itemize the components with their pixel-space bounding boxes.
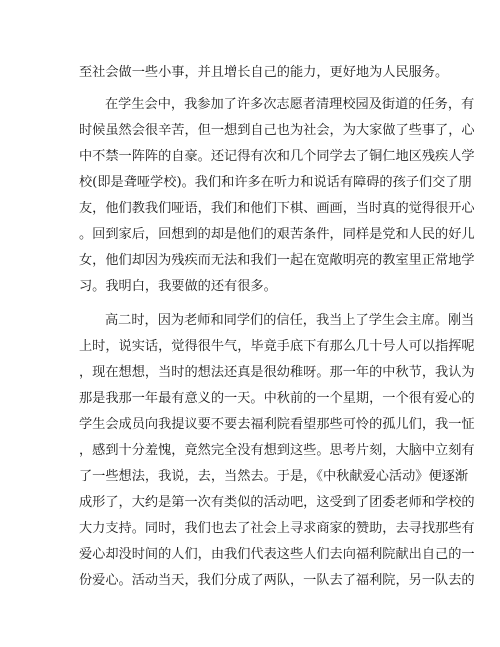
text-line: 上时，说实话，觉得很牛气，毕竟手底下有那么几十号人可以指挥呢 (79, 339, 475, 354)
text-line: 了一些想法，我说，去，当然去。于是，《中秋献爱心活动》便逐渐 (79, 469, 469, 484)
text-line: 那是我那一年最有意义的一天。中秋前的一个星期，一个很有爱心的 (79, 391, 475, 406)
text-line: 校(即是聋哑学校)。我们和许多在听力和说话有障碍的孩子们交了朋 (79, 175, 472, 190)
text-line: 习。我明白，我要做的还有很多。 (79, 279, 277, 294)
text-line: 高二时，因为老师和同学们的信任，我当上了学生会主席。刚当 (105, 313, 475, 328)
text-line: 友，他们教我们哑语，我们和他们下棋、画画，当时真的觉得很开心 (79, 201, 475, 216)
text-line: 时候虽然会很辛苦，但一想到自己也为社会，为大家做了些事了，心 (79, 123, 475, 138)
text-line: 至社会做一些小事，并且增长自己的能力，更好地为人民服务。 (79, 65, 449, 80)
text-line: 在学生会中，我参加了许多次志愿者清理校园及街道的任务，有 (105, 97, 475, 112)
text-line: ，现在想想，当时的想法还真是很幼稚呀。那一年的中秋节，我认为 (79, 365, 475, 380)
text-line: ，感到十分羞愧，竟然完全没有想到这些。思考片刻，大脑中立刻有 (79, 443, 475, 458)
text-line: 学生会成员向我提议要不要去福利院看望那些可怜的孤儿们，我一怔 (79, 417, 475, 432)
text-line: 份爱心。活动当天，我们分成了两队，一队去了福利院，另一队去的 (79, 573, 475, 588)
text-line: 爱心却没时间的人们，由我们代表这些人们去向福利院献出自己的一 (79, 547, 475, 562)
text-line: 中不禁一阵阵的自豪。还记得有次和几个同学去了铜仁地区残疾人学 (79, 149, 475, 164)
text-line: 成形了，大约是第一次有类似的活动吧，这受到了团委老师和学校的 (79, 495, 475, 510)
text-line: 。回到家后，回想到的却是他们的艰苦条件，同样是党和人民的好儿 (79, 227, 475, 242)
text-line: 大力支持。同时，我们也去了社会上寻求商家的赞助，去寻找那些有 (79, 521, 475, 536)
text-line: 女，他们却因为残疾而无法和我们一起在宽敞明亮的教室里正常地学 (79, 253, 475, 268)
